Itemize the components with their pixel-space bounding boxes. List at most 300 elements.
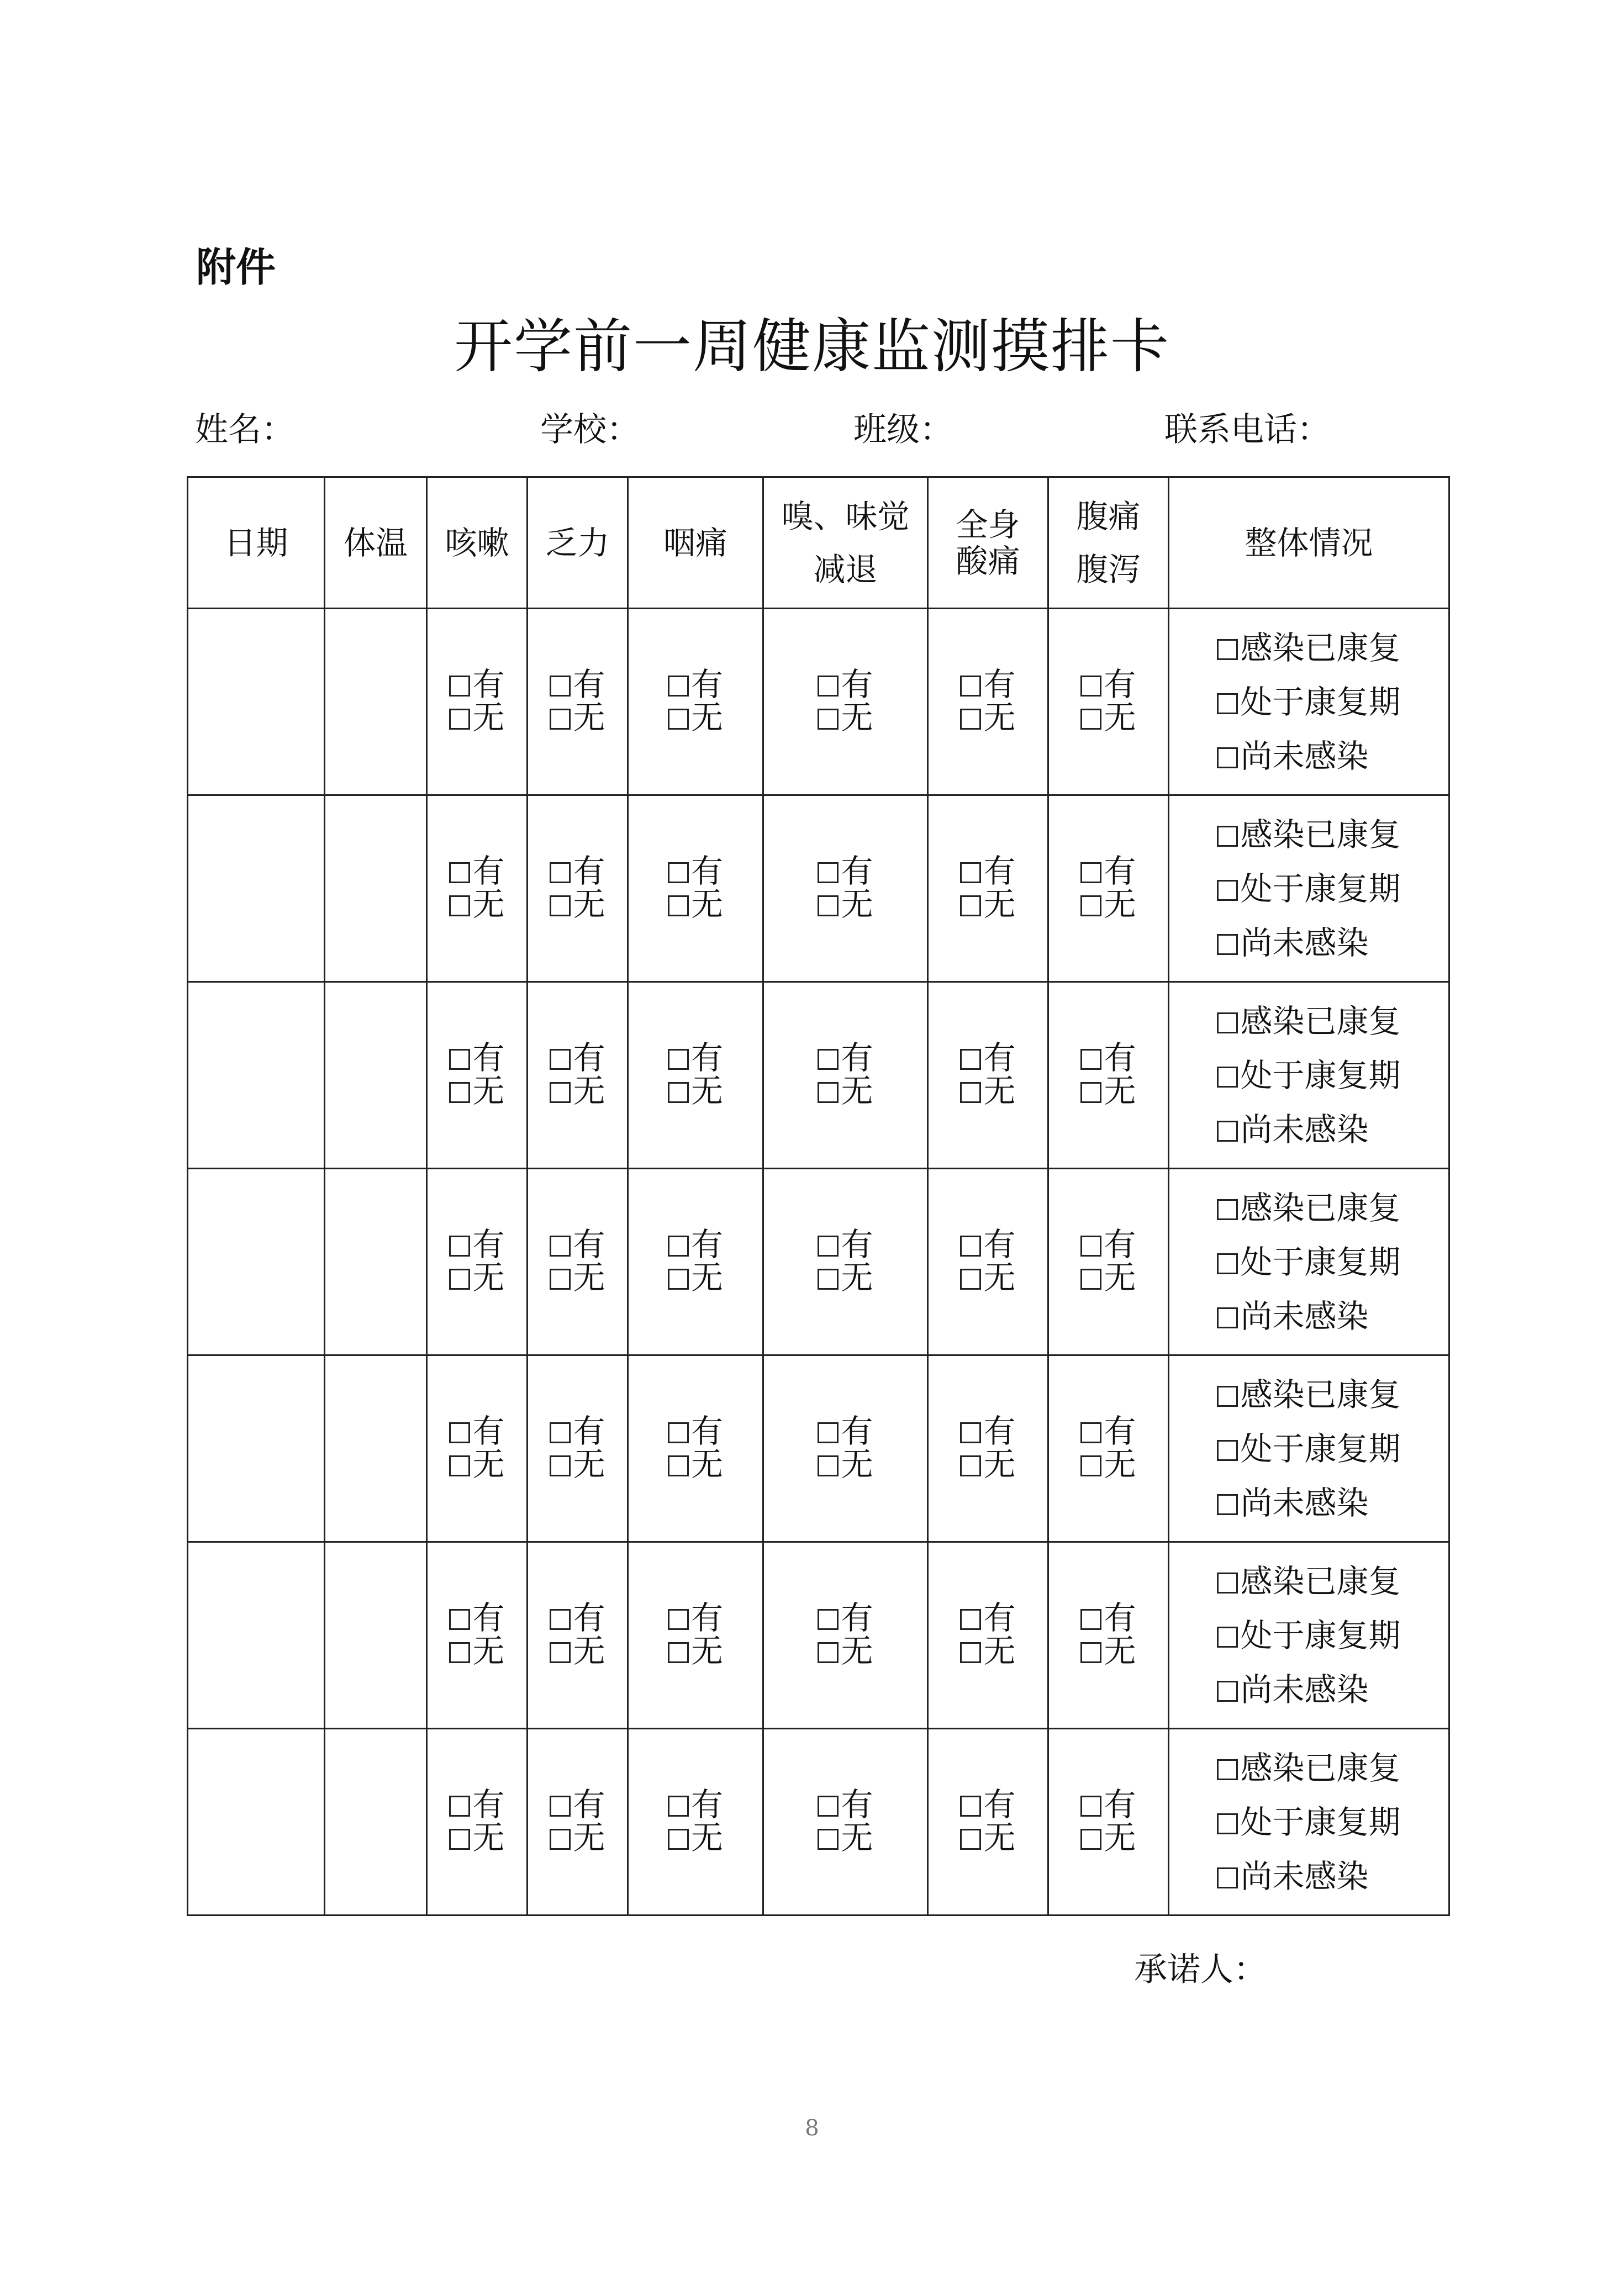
checkbox[interactable] (818, 1455, 839, 1476)
checkbox[interactable] (960, 709, 981, 730)
checkbox[interactable] (1080, 1049, 1101, 1070)
symptom-option (550, 854, 605, 888)
checkbox[interactable] (1080, 1269, 1101, 1290)
header-line: 整体情况 (1245, 524, 1373, 562)
option-label: 无 (690, 885, 723, 923)
checkbox[interactable] (550, 862, 571, 883)
sore-throat-options (668, 1598, 723, 1670)
date-cell[interactable] (188, 1542, 325, 1729)
checkbox[interactable] (1217, 1494, 1238, 1515)
checkbox[interactable] (550, 1049, 571, 1070)
checkbox[interactable] (668, 676, 689, 697)
checkbox[interactable] (668, 1796, 689, 1817)
option-label: 无 (983, 1632, 1016, 1670)
header-smell-taste-loss (763, 477, 928, 609)
checkbox[interactable] (550, 1642, 571, 1663)
option-label: 感染已康复 (1240, 1002, 1401, 1040)
checkbox[interactable] (449, 895, 470, 916)
body-ache-cell (928, 609, 1048, 795)
checkbox[interactable] (668, 1049, 689, 1070)
checkbox[interactable] (668, 895, 689, 916)
checkbox[interactable] (550, 1236, 571, 1257)
option-label: 无 (841, 1258, 873, 1296)
overall-status-cell (1169, 1169, 1449, 1355)
header-temperature (325, 477, 427, 609)
checkbox[interactable] (818, 1642, 839, 1663)
checkbox[interactable] (668, 1236, 689, 1257)
symptom-option (668, 1445, 723, 1483)
symptom-option (818, 1785, 873, 1823)
option-label: 无 (472, 1632, 505, 1670)
option-label: 无 (983, 885, 1016, 923)
status-options (1217, 1554, 1400, 1717)
symptom-option (960, 1785, 1016, 1823)
status-options (1217, 994, 1400, 1157)
option-label: 有 (841, 852, 873, 890)
option-label: 有 (841, 1598, 873, 1637)
option-label: 处于康复期 (1240, 869, 1401, 907)
sore-throat-options (668, 854, 723, 921)
symptom-option (668, 1785, 723, 1823)
option-label: 有 (472, 1038, 505, 1077)
option-label: 有 (1104, 852, 1136, 890)
checkbox[interactable] (960, 1049, 981, 1070)
checkbox[interactable] (960, 676, 981, 697)
header-line: 体温 (343, 524, 408, 562)
checkbox[interactable] (818, 1082, 839, 1103)
symptom-option (668, 1258, 723, 1296)
symptom-option (960, 1598, 1016, 1637)
symptom-option (960, 1445, 1016, 1483)
checkbox[interactable] (960, 862, 981, 883)
option-label: 无 (983, 698, 1016, 736)
checkbox[interactable] (1217, 1386, 1238, 1407)
checkbox[interactable] (1080, 1609, 1101, 1630)
option-label: 无 (841, 698, 873, 736)
temperature-cell[interactable] (325, 609, 427, 795)
option-label: 有 (983, 1225, 1016, 1263)
symptom-option (1080, 698, 1136, 736)
checkbox[interactable] (1217, 1199, 1238, 1220)
smell-taste-loss-cell (763, 982, 928, 1169)
checkbox[interactable] (449, 1455, 470, 1476)
status-option (1217, 1663, 1400, 1717)
page-title: 开学前一周健康监测摸排卡 (454, 313, 1170, 381)
checkbox[interactable] (550, 1269, 571, 1290)
checkbox[interactable] (550, 1422, 571, 1443)
option-label: 无 (1104, 1072, 1136, 1110)
fatigue-options (550, 1038, 605, 1110)
symptom-option (960, 1634, 1015, 1668)
checkbox[interactable] (960, 1796, 981, 1817)
overall-status-cell (1169, 1355, 1449, 1542)
checkbox[interactable] (449, 1829, 470, 1850)
table-row (188, 1729, 1449, 1916)
option-label: 无 (573, 698, 605, 736)
checkbox[interactable] (1080, 895, 1101, 916)
symptom-option (818, 1598, 873, 1637)
checkbox[interactable] (960, 1082, 981, 1103)
symptom-option (818, 1038, 873, 1077)
temperature-cell[interactable] (325, 982, 427, 1169)
fatigue-cell (528, 795, 628, 982)
option-label: 无 (472, 885, 505, 923)
cough-cell (427, 1542, 528, 1729)
body-ache-cell (928, 1169, 1048, 1355)
option-label: 无 (573, 1445, 605, 1483)
temperature-cell[interactable] (325, 1355, 427, 1542)
option-label: 处于康复期 (1240, 1243, 1401, 1281)
checkbox[interactable] (818, 1609, 839, 1630)
option-label: 处于康复期 (1240, 1616, 1401, 1654)
checkbox[interactable] (1080, 1236, 1101, 1257)
checkbox[interactable] (960, 1829, 981, 1850)
header-line: 全身 (956, 505, 1020, 544)
date-cell[interactable] (188, 1169, 325, 1355)
status-options (1217, 808, 1400, 970)
school-field-label: 学校： (540, 410, 640, 449)
checkbox[interactable] (550, 895, 571, 916)
symptom-option (818, 665, 873, 703)
checkbox[interactable] (449, 862, 470, 883)
option-label: 无 (690, 1072, 723, 1110)
option-label: 无 (983, 1818, 1016, 1856)
abdominal-cell (1048, 982, 1169, 1169)
option-label: 感染已康复 (1240, 629, 1401, 667)
sore-throat-cell (628, 982, 763, 1169)
checkbox[interactable] (668, 1082, 689, 1103)
checkbox[interactable] (818, 1236, 839, 1257)
temperature-cell[interactable] (325, 1729, 427, 1916)
symptom-option (449, 1412, 505, 1450)
checkbox[interactable] (818, 895, 839, 916)
option-label: 有 (841, 1225, 873, 1263)
checkbox[interactable] (449, 1609, 470, 1630)
checkbox[interactable] (1080, 1422, 1101, 1443)
fatigue-cell (528, 982, 628, 1169)
option-label: 无 (841, 1445, 873, 1483)
body-ache-options (960, 1412, 1016, 1483)
checkbox[interactable] (1080, 1796, 1101, 1817)
checkbox[interactable] (960, 1269, 981, 1290)
option-label: 有 (983, 852, 1016, 890)
symptom-option (668, 1598, 723, 1637)
symptom-option (550, 1785, 605, 1823)
smell-taste-loss-cell (763, 1729, 928, 1916)
option-label: 处于康复期 (1240, 1803, 1401, 1841)
checkbox[interactable] (449, 1269, 470, 1290)
status-option (1217, 1741, 1400, 1795)
checkbox[interactable] (1080, 1082, 1101, 1103)
option-label: 处于康复期 (1240, 683, 1401, 721)
date-cell[interactable] (188, 982, 325, 1169)
checkbox[interactable] (818, 1422, 839, 1443)
checkbox[interactable] (668, 1422, 689, 1443)
smell-taste-loss-options (818, 665, 873, 736)
checkbox[interactable] (449, 1082, 470, 1103)
fatigue-options (550, 1412, 605, 1483)
checkbox[interactable] (1217, 1307, 1238, 1328)
symptom-option (550, 1412, 605, 1450)
option-label: 无 (573, 1258, 605, 1296)
symptom-option (550, 1634, 605, 1668)
checkbox[interactable] (818, 862, 839, 883)
symptom-option (1080, 1785, 1136, 1823)
symptom-option (1080, 1038, 1136, 1077)
option-label: 有 (1104, 1785, 1136, 1823)
checkbox[interactable] (550, 1829, 571, 1850)
pledge-label: 承诺人： (1134, 1950, 1267, 1989)
body-ache-options (960, 1225, 1016, 1296)
status-option (1217, 621, 1400, 675)
header-cough (427, 477, 528, 609)
sore-throat-cell (628, 1169, 763, 1355)
date-cell[interactable] (188, 1729, 325, 1916)
body-ache-options (960, 1785, 1016, 1856)
symptom-option (449, 1445, 505, 1483)
option-label: 有 (472, 1225, 505, 1263)
symptom-option (960, 1072, 1016, 1110)
checkbox[interactable] (1217, 1759, 1238, 1780)
symptom-option (1080, 1072, 1136, 1110)
fatigue-options (550, 854, 605, 921)
symptom-option (668, 1225, 723, 1263)
checkbox[interactable] (668, 709, 689, 730)
symptom-option (818, 1445, 873, 1483)
status-option (1217, 808, 1400, 862)
checkbox[interactable] (818, 1269, 839, 1290)
checkbox[interactable] (449, 1236, 470, 1257)
checkbox[interactable] (960, 1642, 981, 1663)
checkbox[interactable] (1080, 709, 1101, 730)
checkbox[interactable] (1217, 1573, 1238, 1593)
option-label: 有 (472, 1785, 505, 1823)
header-line: 减退 (813, 550, 878, 588)
option-label: 有 (690, 852, 723, 890)
symptom-option (668, 1072, 723, 1110)
body-ache-options (960, 854, 1015, 921)
checkbox[interactable] (449, 709, 470, 730)
option-label: 有 (1104, 665, 1136, 703)
header-abdominal (1048, 477, 1169, 609)
checkbox[interactable] (818, 1829, 839, 1850)
checkbox[interactable] (449, 1642, 470, 1663)
checkbox[interactable] (960, 1609, 981, 1630)
symptom-option (818, 1225, 873, 1263)
checkbox[interactable] (668, 1609, 689, 1630)
cough-options (449, 854, 504, 921)
option-label: 有 (841, 1412, 873, 1450)
smell-taste-loss-cell (763, 1355, 928, 1542)
header-line: 腹痛 (1076, 497, 1141, 535)
header-line: 咽痛 (663, 524, 727, 562)
status-option (1217, 1368, 1400, 1422)
option-label: 有 (690, 1598, 723, 1637)
checkbox[interactable] (818, 676, 839, 697)
abdominal-cell (1048, 609, 1169, 795)
fatigue-cell (528, 1729, 628, 1916)
body-ache-cell (928, 982, 1048, 1169)
status-option (1217, 1849, 1400, 1903)
smell-taste-loss-options (818, 1038, 873, 1110)
cough-cell (427, 1169, 528, 1355)
checkbox[interactable] (550, 1082, 571, 1103)
checkbox[interactable] (1217, 1012, 1238, 1033)
checkbox[interactable] (1217, 1813, 1238, 1834)
checkbox[interactable] (449, 1796, 470, 1817)
option-label: 有 (983, 1038, 1016, 1077)
checkbox[interactable] (1217, 1867, 1238, 1888)
smell-taste-loss-options (818, 1412, 873, 1483)
option-label: 有 (983, 1598, 1016, 1637)
fatigue-options (550, 1785, 605, 1856)
table-row (188, 982, 1449, 1169)
checkbox[interactable] (960, 1236, 981, 1257)
checkbox[interactable] (668, 1829, 689, 1850)
option-label: 无 (983, 1072, 1016, 1110)
checkbox[interactable] (818, 1796, 839, 1817)
symptom-option (449, 1634, 504, 1668)
option-label: 有 (690, 1038, 723, 1077)
checkbox[interactable] (1217, 1121, 1238, 1142)
checkbox[interactable] (449, 1049, 470, 1070)
symptom-option (1080, 665, 1136, 703)
option-label: 处于康复期 (1240, 1429, 1401, 1468)
abdominal-options (1080, 1412, 1136, 1483)
checkbox[interactable] (1080, 1642, 1101, 1663)
option-label: 无 (690, 1258, 723, 1296)
checkbox[interactable] (1080, 1829, 1101, 1850)
symptom-option (818, 854, 873, 888)
symptom-option (1080, 854, 1136, 888)
checkbox[interactable] (1217, 934, 1238, 955)
checkbox[interactable] (1217, 1253, 1238, 1274)
symptom-option (550, 1818, 605, 1856)
checkbox[interactable] (550, 709, 571, 730)
checkbox[interactable] (668, 1642, 689, 1663)
checkbox[interactable] (1080, 1455, 1101, 1476)
option-label: 无 (573, 1072, 605, 1110)
symptom-option (818, 698, 873, 736)
option-label: 无 (1104, 1632, 1136, 1670)
status-option (1217, 1554, 1400, 1608)
status-option (1217, 1422, 1400, 1476)
symptom-option (449, 1038, 505, 1077)
checkbox[interactable] (449, 1422, 470, 1443)
checkbox[interactable] (449, 676, 470, 697)
option-label: 尚未感染 (1240, 1857, 1369, 1895)
symptom-option (960, 698, 1016, 736)
overall-status-cell (1169, 795, 1449, 982)
sore-throat-options (668, 1038, 723, 1110)
checkbox[interactable] (550, 676, 571, 697)
header-line: 乏力 (545, 524, 610, 562)
symptom-option (550, 885, 605, 923)
checkbox[interactable] (1217, 747, 1238, 768)
header-body-ache (928, 477, 1048, 609)
attachment-label: 附件 (196, 244, 276, 291)
symptom-option (449, 1258, 505, 1296)
checkbox[interactable] (1217, 1440, 1238, 1461)
checkbox[interactable] (818, 709, 839, 730)
checkbox[interactable] (960, 1422, 981, 1443)
option-label: 有 (573, 665, 605, 703)
checkbox[interactable] (1217, 880, 1238, 901)
option-label: 有 (841, 665, 873, 703)
checkbox[interactable] (1217, 639, 1238, 660)
checkbox[interactable] (1217, 1067, 1238, 1088)
option-label: 无 (472, 1818, 505, 1856)
checkbox[interactable] (818, 1049, 839, 1070)
checkbox[interactable] (668, 1269, 689, 1290)
smell-taste-loss-options (818, 1598, 873, 1670)
body-ache-options (960, 1038, 1016, 1110)
checkbox[interactable] (550, 1609, 571, 1630)
checkbox[interactable] (1080, 862, 1101, 883)
option-label: 无 (983, 1258, 1016, 1296)
option-label: 尚未感染 (1240, 924, 1369, 962)
symptom-option (668, 1412, 723, 1450)
checkbox[interactable] (1217, 1627, 1238, 1648)
date-cell[interactable] (188, 1355, 325, 1542)
body-ache-options (960, 665, 1016, 736)
temperature-cell[interactable] (325, 795, 427, 982)
body-ache-cell (928, 1542, 1048, 1729)
option-label: 有 (690, 665, 723, 703)
checkbox[interactable] (550, 1455, 571, 1476)
smell-taste-loss-cell (763, 795, 928, 982)
checkbox[interactable] (1217, 693, 1238, 714)
checkbox[interactable] (960, 1455, 981, 1476)
option-label: 处于康复期 (1240, 1056, 1401, 1094)
option-label: 尚未感染 (1240, 737, 1369, 775)
option-label: 无 (1104, 1258, 1136, 1296)
symptom-option (960, 1225, 1016, 1263)
symptom-option (818, 885, 873, 923)
checkbox[interactable] (1080, 676, 1101, 697)
cough-cell (427, 982, 528, 1169)
symptom-option (449, 698, 505, 736)
smell-taste-loss-options (818, 1225, 873, 1296)
date-cell[interactable] (188, 609, 325, 795)
symptom-option (449, 1818, 505, 1856)
option-label: 尚未感染 (1240, 1297, 1369, 1335)
symptom-option (550, 1258, 605, 1296)
checkbox[interactable] (550, 1796, 571, 1817)
temperature-cell[interactable] (325, 1169, 427, 1355)
option-label: 尚未感染 (1240, 1110, 1369, 1148)
header-line: 日期 (224, 524, 288, 562)
symptom-option (550, 1038, 605, 1077)
sore-throat-options (668, 1225, 723, 1296)
checkbox[interactable] (960, 895, 981, 916)
symptom-option (960, 1412, 1016, 1450)
checkbox[interactable] (668, 1455, 689, 1476)
sore-throat-options (668, 1785, 723, 1856)
checkbox[interactable] (668, 862, 689, 883)
symptom-option (668, 885, 723, 923)
smell-taste-loss-options (818, 854, 873, 921)
option-label: 有 (573, 1598, 605, 1637)
option-label: 尚未感染 (1240, 1670, 1369, 1708)
checkbox[interactable] (1217, 1681, 1238, 1702)
checkbox[interactable] (1217, 826, 1238, 847)
temperature-cell[interactable] (325, 1542, 427, 1729)
date-cell[interactable] (188, 795, 325, 982)
symptom-option (550, 1598, 605, 1637)
symptom-option (1080, 885, 1136, 923)
table-row (188, 1169, 1449, 1355)
